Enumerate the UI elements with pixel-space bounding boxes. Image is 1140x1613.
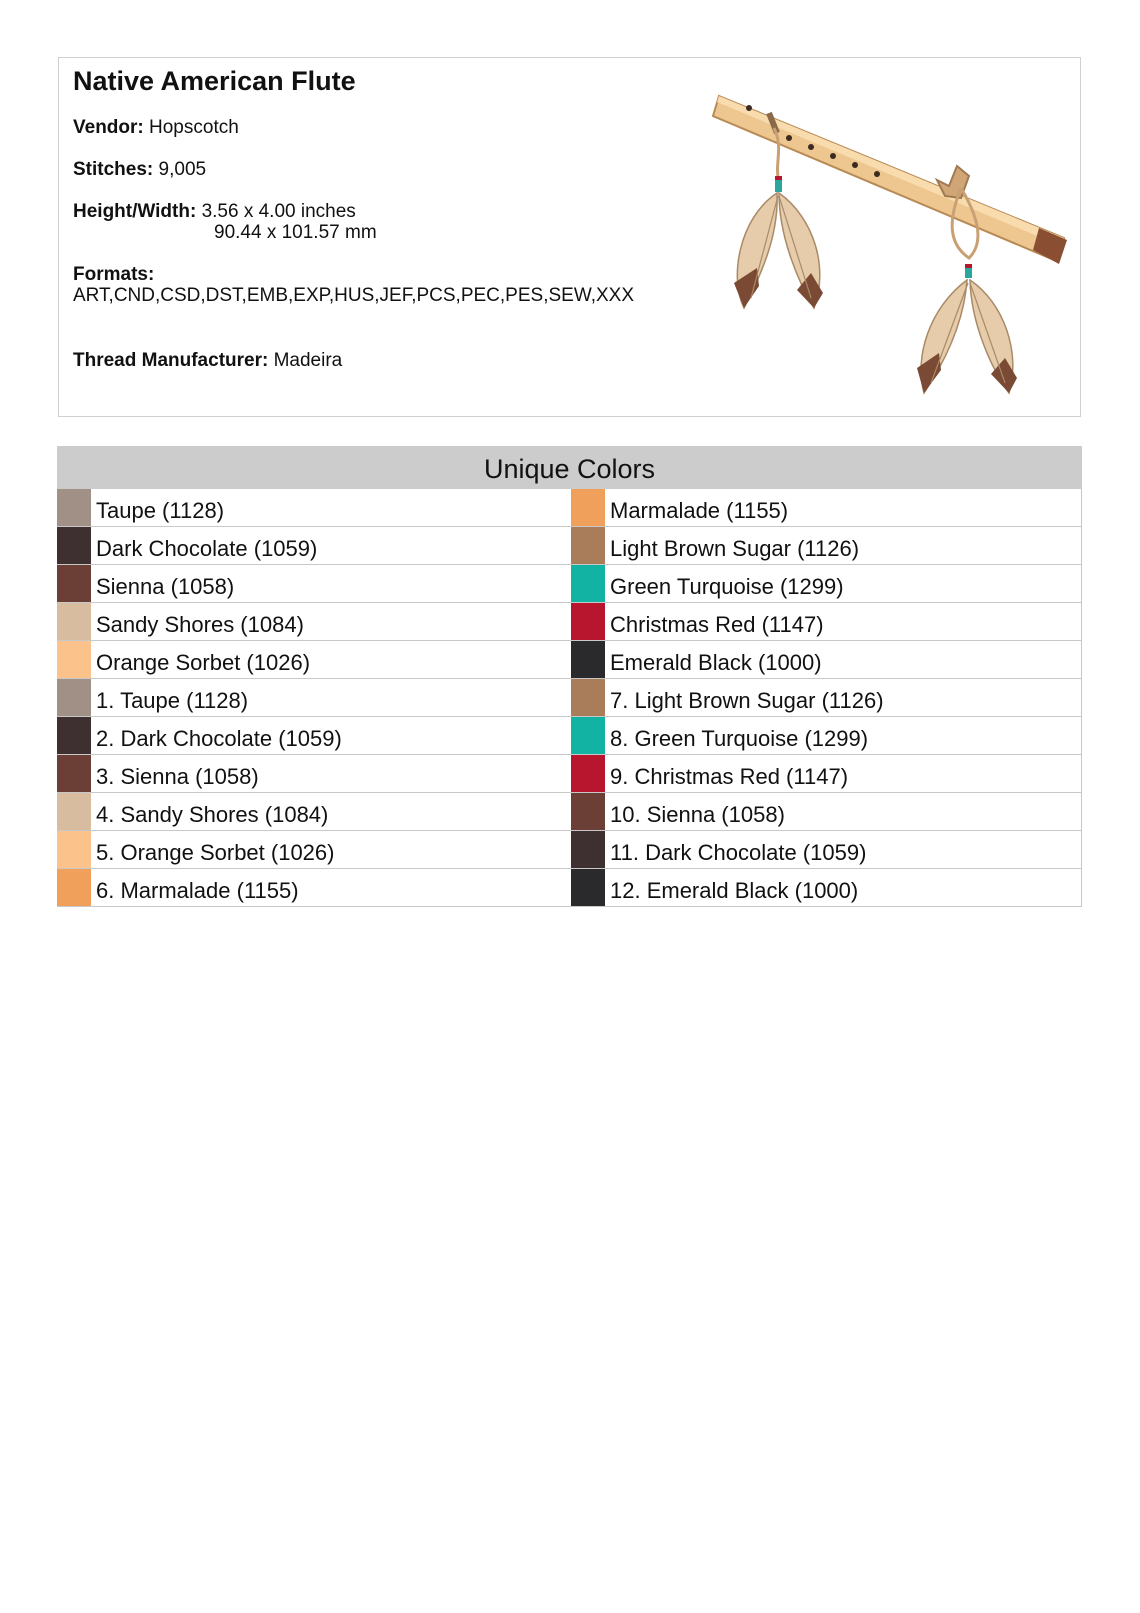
color-name: Orange Sorbet (1026) <box>96 650 311 675</box>
color-swatch <box>57 527 91 564</box>
color-swatch <box>571 679 605 716</box>
color-swatch <box>57 755 91 792</box>
color-row <box>571 869 1082 907</box>
stitches-label: Stitches: <box>73 159 154 180</box>
color-swatch <box>571 603 605 640</box>
color-name: Sienna (1058) <box>96 574 235 599</box>
color-name: Taupe (1128) <box>96 498 225 523</box>
color-row <box>571 755 1082 793</box>
color-name: Christmas Red (1147) <box>610 612 824 637</box>
thread-field <box>73 350 342 371</box>
color-swatch <box>57 603 91 640</box>
design-title: Native American Flute <box>73 66 356 96</box>
color-swatch <box>571 489 605 526</box>
color-row <box>57 641 571 679</box>
color-row <box>57 565 571 603</box>
color-name: 3. Sienna (1058) <box>96 764 259 789</box>
color-name: 11. Dark Chocolate (1059) <box>610 840 867 865</box>
color-row <box>571 679 1082 717</box>
color-row <box>57 603 571 641</box>
color-row <box>57 489 571 527</box>
color-row <box>571 489 1082 527</box>
color-row <box>571 717 1082 755</box>
color-name: Sandy Shores (1084) <box>96 612 304 637</box>
color-swatch <box>57 869 91 906</box>
color-swatch <box>571 641 605 678</box>
color-name: Light Brown Sugar (1126) <box>610 536 860 561</box>
color-name: Marmalade (1155) <box>610 498 789 523</box>
color-row <box>571 641 1082 679</box>
color-row <box>571 793 1082 831</box>
color-name: Emerald Black (1000) <box>610 650 822 675</box>
color-name: 2. Dark Chocolate (1059) <box>96 726 342 751</box>
thread-label: Thread Manufacturer: <box>73 350 269 371</box>
unique-colors-header: Unique Colors <box>57 446 1082 489</box>
color-name: 4. Sandy Shores (1084) <box>96 802 329 827</box>
color-name: 10. Sienna (1058) <box>610 802 785 827</box>
size-inches: 3.56 x 4.00 inches <box>201 201 356 222</box>
color-name: 9. Christmas Red (1147) <box>610 764 849 789</box>
color-swatch <box>57 565 91 602</box>
color-name: 6. Marmalade (1155) <box>96 878 299 903</box>
color-row <box>571 527 1082 565</box>
color-name: 7. Light Brown Sugar (1126) <box>610 688 884 713</box>
stitches-field <box>73 159 206 180</box>
color-swatch <box>571 755 605 792</box>
color-row <box>57 831 571 869</box>
color-name: 5. Orange Sorbet (1026) <box>96 840 335 865</box>
color-swatch <box>57 679 91 716</box>
color-row <box>571 603 1082 641</box>
color-swatch <box>571 527 605 564</box>
color-name: Green Turquoise (1299) <box>610 574 844 599</box>
color-name: Dark Chocolate (1059) <box>96 536 318 561</box>
color-row <box>57 869 571 907</box>
color-swatch <box>571 717 605 754</box>
color-swatch <box>57 793 91 830</box>
color-row <box>571 565 1082 603</box>
color-row <box>57 717 571 755</box>
design-info-box <box>58 57 1081 417</box>
color-swatch <box>571 793 605 830</box>
thread-value: Madeira <box>273 350 343 371</box>
color-name: 8. Green Turquoise (1299) <box>610 726 869 751</box>
vendor-field <box>73 117 239 138</box>
color-swatch <box>571 565 605 602</box>
formats-field <box>73 264 683 306</box>
color-swatch <box>571 869 605 906</box>
color-swatch <box>57 489 91 526</box>
formats-label: Formats: <box>73 264 155 285</box>
size-field <box>73 201 377 243</box>
color-name: 12. Emerald Black (1000) <box>610 878 859 903</box>
flute-with-feathers-illustration <box>699 68 1074 408</box>
color-row <box>57 755 571 793</box>
stitches-value: 9,005 <box>158 159 207 180</box>
size-label: Height/Width: <box>73 201 197 222</box>
color-row <box>57 679 571 717</box>
color-swatch <box>57 717 91 754</box>
color-row <box>571 831 1082 869</box>
color-swatch <box>57 831 91 868</box>
vendor-value: Hopscotch <box>149 117 239 138</box>
size-mm: 90.44 x 101.57 mm <box>214 222 377 243</box>
color-name: 1. Taupe (1128) <box>96 688 249 713</box>
color-swatch <box>57 641 91 678</box>
formats-value: ART,CND,CSD,DST,EMB,EXP,HUS,JEF,PCS,PEC,PES,SEW,XXX <box>73 285 635 306</box>
color-grid <box>57 489 1082 907</box>
color-row <box>57 793 571 831</box>
unique-colors-table <box>57 446 1082 907</box>
vendor-label: Vendor: <box>73 117 144 138</box>
color-swatch <box>571 831 605 868</box>
color-row <box>57 527 571 565</box>
